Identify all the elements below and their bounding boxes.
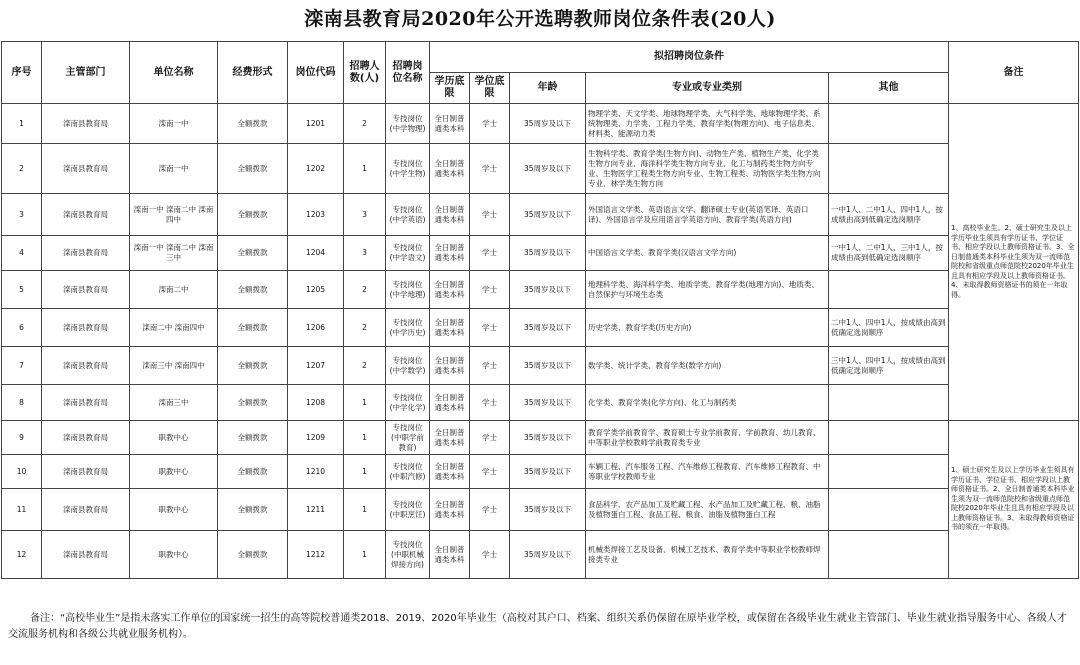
cell-post: 专技岗位(中学生物) <box>386 144 430 194</box>
cell-funding: 全额拨款 <box>218 531 288 579</box>
cell-degree: 学士 <box>470 104 510 144</box>
cell-degree: 学士 <box>470 347 510 385</box>
cell-funding: 全额拨款 <box>218 347 288 385</box>
cell-edu: 全日制普通类本科 <box>430 489 470 531</box>
cell-major: 历史学类、教育学类(历史方向) <box>586 309 829 347</box>
header-count: 招聘人数(人) <box>344 42 386 104</box>
cell-edu: 全日制普通类本科 <box>430 104 470 144</box>
cell-age: 35周岁及以下 <box>510 194 586 236</box>
cell-funding: 全额拨款 <box>218 144 288 194</box>
cell-count: 1 <box>344 385 386 421</box>
header-major: 专业或专业类别 <box>586 73 829 104</box>
cell-major: 外国语言文学类、英语语言文学、翻译硕士专业(英语笔译、英语口译)、外国语言学及应用语言学英语方向、教育学类(英语方向) <box>586 194 829 236</box>
cell-post: 专技岗位(中学历史) <box>386 309 430 347</box>
cell-seq: 6 <box>2 309 42 347</box>
cell-count: 1 <box>344 489 386 531</box>
cell-major: 生物科学类、教育学类(生物方向)、动物生产类、植物生产类、化学类生物方向专业、海洋科学类生物方向专业、化工与制药类生物方向专业、生物医学工程类生物方向专业、生物工程类、动物医学类生物方向专业、林学类生物方向 <box>586 144 829 194</box>
cell-post: 专技岗位(中职学前教育) <box>386 421 430 455</box>
cell-major: 教育学类学前教育学、教育硕士专业学前教育、学前教育、幼儿教育、中等职业学校教师学前教育类专业 <box>586 421 829 455</box>
cell-count: 3 <box>344 236 386 271</box>
cell-edu: 全日制普通类本科 <box>430 421 470 455</box>
cell-major: 机械类焊接工艺及设备、机械工艺技术、教育学类中等职业学校教师焊接类专业 <box>586 531 829 579</box>
cell-age: 35周岁及以下 <box>510 236 586 271</box>
cell-major: 食品科学、农产品加工及贮藏工程、水产品加工及贮藏工程、粮、油脂及植物蛋白工程、食品工程、粮食、油脂及植物蛋白工程 <box>586 489 829 531</box>
cell-post: 专技岗位(中学化学) <box>386 385 430 421</box>
cell-dept: 滦南县教育局 <box>42 236 130 271</box>
cell-edu: 全日制普通类本科 <box>430 271 470 309</box>
table-row <box>2 271 1079 309</box>
cell-degree: 学士 <box>470 421 510 455</box>
cell-seq: 9 <box>2 421 42 455</box>
table-row <box>2 236 1079 271</box>
cell-seq: 1 <box>2 104 42 144</box>
cell-unit: 滦南二中 <box>130 271 218 309</box>
cell-age: 35周岁及以下 <box>510 104 586 144</box>
cell-other <box>829 385 949 421</box>
cell-age: 35周岁及以下 <box>510 309 586 347</box>
cell-unit: 滦南二中 滦南四中 <box>130 309 218 347</box>
table-row <box>2 104 1079 144</box>
table-row <box>2 309 1079 347</box>
cell-code: 1212 <box>288 531 344 579</box>
footnote: 备注：“高校毕业生”是指未落实工作单位的国家统一招生的高等院校普通类2018、2019、2020年毕业生（高校对其户口、档案、组织关系仍保留在原毕业学校，或保留在各级毕业生就业主管部门、毕业生就业指导服务中心、各级人才交流服务机构和各级公共就业服务机构）。 <box>8 613 1067 640</box>
cell-major: 地理科学类、海洋科学类、地质学类、教育学类(地理方向)、地质类、自然保护与环境生态类 <box>586 271 829 309</box>
cell-code: 1206 <box>288 309 344 347</box>
cell-unit: 职教中心 <box>130 489 218 531</box>
cell-dept: 滦南县教育局 <box>42 385 130 421</box>
cell-degree: 学士 <box>470 271 510 309</box>
cell-seq: 2 <box>2 144 42 194</box>
header-other: 其他 <box>829 73 949 104</box>
cell-code: 1203 <box>288 194 344 236</box>
cell-funding: 全额拨款 <box>218 455 288 489</box>
cell-count: 3 <box>344 194 386 236</box>
cell-seq: 8 <box>2 385 42 421</box>
cell-dept: 滦南县教育局 <box>42 455 130 489</box>
cell-code: 1211 <box>288 489 344 531</box>
cell-code: 1201 <box>288 104 344 144</box>
cell-count: 2 <box>344 104 386 144</box>
page-title: 滦南县教育局2020年公开选聘教师岗位条件表(20人) <box>304 8 776 30</box>
cell-dept: 滦南县教育局 <box>42 271 130 309</box>
header-code: 岗位代码 <box>288 42 344 104</box>
cell-other <box>829 104 949 144</box>
cell-code: 1202 <box>288 144 344 194</box>
cell-unit: 滦南三中 <box>130 385 218 421</box>
cell-other: 二中1人、四中1人，按成绩由高到低确定选岗顺序 <box>829 309 949 347</box>
cell-other: 三中1人、四中1人，按成绩由高到低确定选岗顺序 <box>829 347 949 385</box>
cell-count: 1 <box>344 144 386 194</box>
cell-dept: 滦南县教育局 <box>42 531 130 579</box>
cell-seq: 10 <box>2 455 42 489</box>
cell-age: 35周岁及以下 <box>510 455 586 489</box>
cell-edu: 全日制普通类本科 <box>430 309 470 347</box>
cell-degree: 学士 <box>470 531 510 579</box>
cell-unit: 滦南三中 滦南四中 <box>130 347 218 385</box>
cell-dept: 滦南县教育局 <box>42 144 130 194</box>
cell-funding: 全额拨款 <box>218 385 288 421</box>
cell-age: 35周岁及以下 <box>510 347 586 385</box>
header-funding: 经费形式 <box>218 42 288 104</box>
header-post: 招聘岗位名称 <box>386 42 430 104</box>
table-row <box>2 385 1079 421</box>
cell-seq: 4 <box>2 236 42 271</box>
cell-other <box>829 455 949 489</box>
cell-age: 35周岁及以下 <box>510 531 586 579</box>
header-degree: 学位底限 <box>470 73 510 104</box>
table-row <box>2 455 1079 489</box>
cell-age: 35周岁及以下 <box>510 489 586 531</box>
cell-major: 化学类、教育学类(化学方向)、化工与制药类 <box>586 385 829 421</box>
cell-other <box>829 144 949 194</box>
remark-group-2: 1、硕士研究生及以上学历毕业生须具有学历证书、学位证书、相应学段以上教师资格证书。2、全日制普通类本科毕业生须为双一流师范院校和省级重点师范院校2020年毕业生且具有相应学段及以上教师资格证书。3、未取得教师资格证书的须在一年取得。 <box>949 421 1079 579</box>
cell-edu: 全日制普通类本科 <box>430 236 470 271</box>
table-row <box>2 347 1079 385</box>
cell-major: 物理学类、天文学类、地球物理学类、大气科学类、地球物理学类、系统物理类、力学类、工程力学类、教育学类(物理方向)、电子信息类、材料类、能源动力类 <box>586 104 829 144</box>
cell-unit: 职教中心 <box>130 455 218 489</box>
cell-post: 专技岗位(中职汽修) <box>386 455 430 489</box>
header-conditions: 拟招聘岗位条件 <box>430 42 949 73</box>
cell-degree: 学士 <box>470 194 510 236</box>
positions-table <box>1 41 1079 579</box>
header-unit: 单位名称 <box>130 42 218 104</box>
header-edu: 学历底限 <box>430 73 470 104</box>
cell-edu: 全日制普通类本科 <box>430 347 470 385</box>
cell-other <box>829 271 949 309</box>
cell-code: 1207 <box>288 347 344 385</box>
cell-degree: 学士 <box>470 385 510 421</box>
cell-edu: 全日制普通类本科 <box>430 455 470 489</box>
header-age: 年龄 <box>510 73 586 104</box>
cell-post: 专技岗位(中学数学) <box>386 347 430 385</box>
cell-code: 1208 <box>288 385 344 421</box>
cell-funding: 全额拨款 <box>218 309 288 347</box>
cell-age: 35周岁及以下 <box>510 421 586 455</box>
cell-degree: 学士 <box>470 455 510 489</box>
cell-age: 35周岁及以下 <box>510 385 586 421</box>
cell-funding: 全额拨款 <box>218 194 288 236</box>
cell-count: 1 <box>344 455 386 489</box>
cell-unit: 职教中心 <box>130 531 218 579</box>
table-row <box>2 531 1079 579</box>
cell-dept: 滦南县教育局 <box>42 347 130 385</box>
cell-dept: 滦南县教育局 <box>42 309 130 347</box>
cell-dept: 滦南县教育局 <box>42 194 130 236</box>
cell-post: 专技岗位(中职烹饪) <box>386 489 430 531</box>
cell-major: 车辆工程、汽车服务工程、汽车维修工程教育、汽车维修工程教育、中等职业学校教师专业 <box>586 455 829 489</box>
cell-count: 1 <box>344 421 386 455</box>
cell-seq: 7 <box>2 347 42 385</box>
cell-post: 专技岗位(中学语文) <box>386 236 430 271</box>
cell-post: 专技岗位(中学英语) <box>386 194 430 236</box>
cell-code: 1210 <box>288 455 344 489</box>
cell-funding: 全额拨款 <box>218 104 288 144</box>
cell-funding: 全额拨款 <box>218 421 288 455</box>
cell-funding: 全额拨款 <box>218 489 288 531</box>
cell-post: 专技岗位(中职机械焊接方向) <box>386 531 430 579</box>
cell-dept: 滦南县教育局 <box>42 489 130 531</box>
cell-unit: 滦南一中 滦南二中 滦南四中 <box>130 194 218 236</box>
cell-edu: 全日制普通类本科 <box>430 385 470 421</box>
cell-code: 1204 <box>288 236 344 271</box>
cell-dept: 滦南县教育局 <box>42 421 130 455</box>
header-seq: 序号 <box>2 42 42 104</box>
cell-dept: 滦南县教育局 <box>42 104 130 144</box>
cell-degree: 学士 <box>470 489 510 531</box>
cell-code: 1209 <box>288 421 344 455</box>
cell-degree: 学士 <box>470 236 510 271</box>
cell-edu: 全日制普通类本科 <box>430 194 470 236</box>
cell-other <box>829 421 949 455</box>
cell-seq: 11 <box>2 489 42 531</box>
cell-other <box>829 489 949 531</box>
cell-post: 专技岗位(中学地理) <box>386 271 430 309</box>
table-row <box>2 489 1079 531</box>
cell-count: 1 <box>344 531 386 579</box>
cell-funding: 全额拨款 <box>218 236 288 271</box>
cell-seq: 5 <box>2 271 42 309</box>
remark-group-1: 1、高校毕业生。2、硕士研究生及以上学历毕业生须具有学历证书、学位证书、相应学段以上教师资格证书。3、全日制普通类本科毕业生须为双一流师范院校和省级重点师范院校2020年毕业生且具有相应学段及以上教师资格证书。4、未取得教师资格证书的须在一年取得。 <box>949 104 1079 421</box>
table-row <box>2 194 1079 236</box>
cell-edu: 全日制普通类本科 <box>430 144 470 194</box>
cell-major: 中国语言文学类、教育学类(汉语言文学方向) <box>586 236 829 271</box>
cell-unit: 滦南一中 滦南二中 滦南三中 <box>130 236 218 271</box>
cell-code: 1205 <box>288 271 344 309</box>
header-remark: 备注 <box>949 42 1079 104</box>
cell-major: 数学类、统计学类、教育学类(数学方向) <box>586 347 829 385</box>
cell-funding: 全额拨款 <box>218 271 288 309</box>
cell-count: 2 <box>344 271 386 309</box>
header-dept: 主管部门 <box>42 42 130 104</box>
cell-unit: 职教中心 <box>130 421 218 455</box>
cell-unit: 滦南一中 <box>130 144 218 194</box>
cell-age: 35周岁及以下 <box>510 271 586 309</box>
cell-other: 一中1人、二中1人、三中1人，按成绩由高到低确定选岗顺序 <box>829 236 949 271</box>
cell-seq: 3 <box>2 194 42 236</box>
cell-degree: 学士 <box>470 144 510 194</box>
cell-unit: 滦南一中 <box>130 104 218 144</box>
cell-edu: 全日制普通类本科 <box>430 531 470 579</box>
cell-age: 35周岁及以下 <box>510 144 586 194</box>
table-row <box>2 144 1079 194</box>
cell-other <box>829 531 949 579</box>
cell-post: 专技岗位(中学物理) <box>386 104 430 144</box>
cell-other: 一中1人、二中1人、四中1人，按成绩由高到低确定选岗顺序 <box>829 194 949 236</box>
table-row <box>2 421 1079 455</box>
cell-count: 2 <box>344 347 386 385</box>
cell-count: 2 <box>344 309 386 347</box>
cell-degree: 学士 <box>470 309 510 347</box>
cell-seq: 12 <box>2 531 42 579</box>
